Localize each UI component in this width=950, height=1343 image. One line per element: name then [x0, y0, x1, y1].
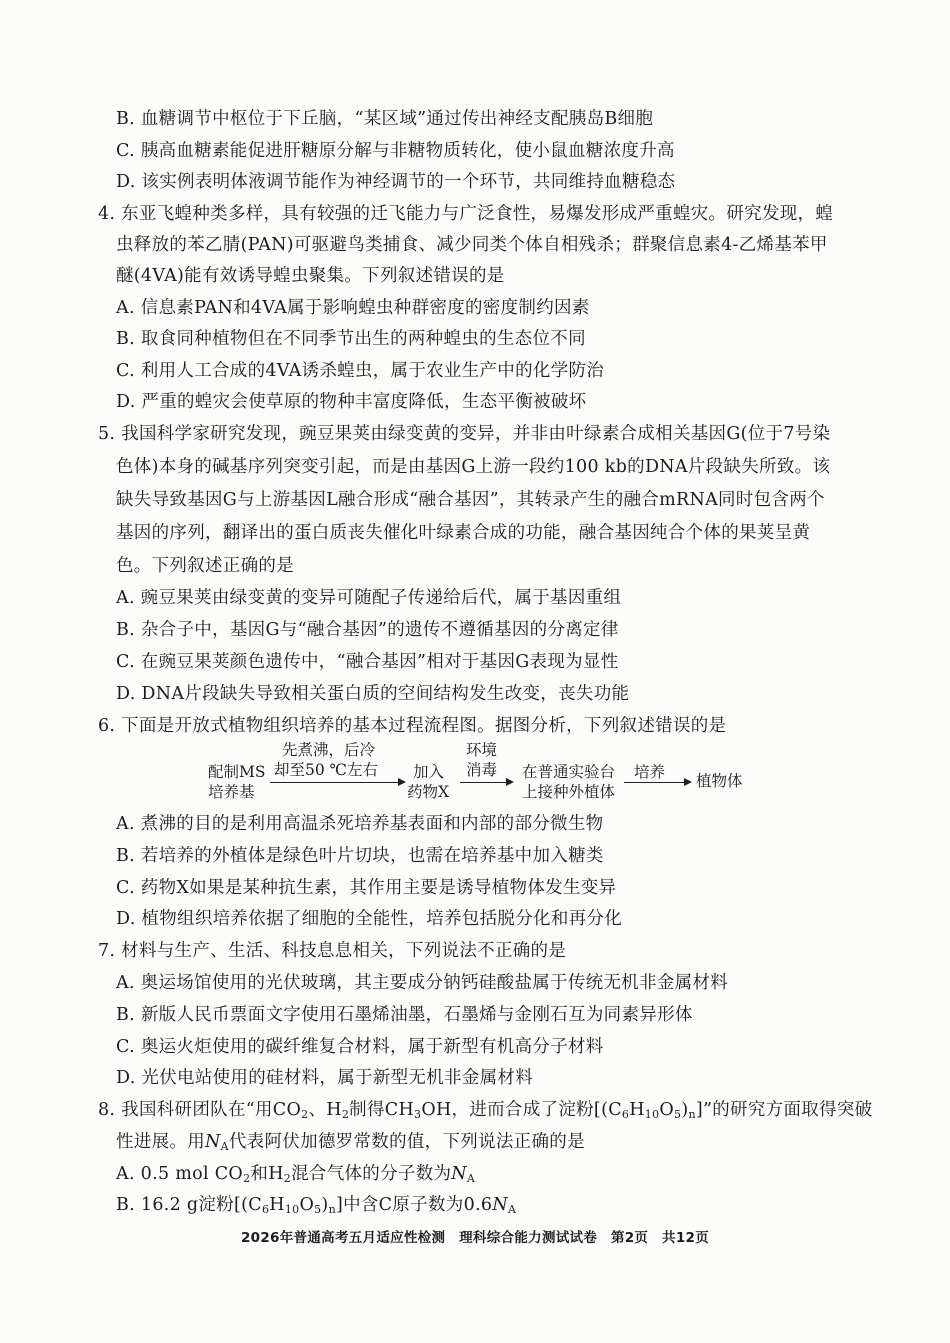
- q8-text: A. 0.5 mol CO: [116, 1164, 244, 1184]
- flow-arrow-3-icon: [624, 782, 690, 783]
- subscript: n: [328, 1203, 336, 1216]
- q8-text: 8. 我国科研团队在“用CO: [98, 1100, 302, 1120]
- subscript: 2: [341, 1108, 350, 1121]
- q5-stem-line-3: 缺失导致基因G与上游基因L融合形成“融合基因”，其转录产生的融合mRNA同时包含两个: [116, 490, 825, 510]
- q8-text: B. 16.2 g淀粉[(C: [116, 1195, 262, 1215]
- q4-option-c: C. 利用人工合成的4VA诱杀蝗虫，属于农业生产中的化学防治: [116, 361, 605, 381]
- flow-arrow-2-label-2: 消毒: [466, 761, 498, 779]
- q7-option-b: B. 新版人民币票面文字使用石墨烯油墨，石墨烯与金刚石互为同素异形体: [116, 1005, 693, 1025]
- q4-stem-line-1: 4. 东亚飞蝗种类多样，具有较强的迁飞能力与广泛食性，易爆发形成严重蝗灾。研究发现，蝗: [98, 204, 834, 224]
- q5-option-c: C. 在豌豆果荚颜色遗传中，“融合基因”相对于基因G表现为显性: [116, 652, 619, 672]
- q4-option-d: D. 严重的蝗灾会使草原的物种丰富度降低，生态平衡被破坏: [116, 392, 587, 412]
- flow-arrow-1-label-2: 却至50 ℃左右: [274, 761, 378, 779]
- q8-text: 混合气体的分子数为: [291, 1164, 452, 1184]
- subscript: 5: [314, 1203, 322, 1216]
- flow-node-3-line-2: 上接种外植体: [522, 783, 616, 801]
- flow-node-2-line-1: 加入: [413, 763, 445, 781]
- subscript: A: [507, 1203, 517, 1216]
- q8-stem-line-2: [116, 1130, 585, 1154]
- q8-text: 代表阿伏加德罗常数的值，下列说法正确的是: [228, 1132, 585, 1152]
- subscript: 10: [644, 1108, 660, 1121]
- q4-option-b: B. 取食同种植物但在不同季节出生的两种蝗虫的生态位不同: [116, 329, 586, 349]
- q8-text: ): [321, 1195, 329, 1215]
- q5-option-a: A. 豌豆果荚由绿变黄的变异可随配子传递给后代，属于基因重组: [116, 588, 622, 608]
- q8-text: ): [681, 1100, 689, 1120]
- q7-option-d: D. 光伏电站使用的硅材料，属于新型无机非金属材料: [116, 1068, 534, 1088]
- q7-stem: 7. 材料与生产、生活、科技息息相关，下列说法不正确的是: [98, 941, 567, 961]
- q5-option-d: D. DNA片段缺失导致相关蛋白质的空间结构发生改变，丧失功能: [116, 684, 630, 704]
- q8-text: O: [659, 1100, 675, 1120]
- q3-option-c: C. 胰高血糖素能促进肝糖原分解与非糖物质转化，使小鼠血糖浓度升高: [116, 141, 675, 161]
- q6-option-c: C. 药物X如果是某种抗生素，其作用主要是诱导植物体发生变异: [116, 878, 617, 898]
- q8-text: ]”的研究方面取得突破: [695, 1100, 873, 1120]
- q8-option-a: [116, 1162, 475, 1186]
- q5-stem-line-5: 色。下列叙述正确的是: [116, 556, 294, 576]
- q8-text: H: [629, 1100, 645, 1120]
- q8-text: ]中含C原子数为0.6: [335, 1195, 493, 1215]
- page-footer: 2026年普通高考五月适应性检测 理科综合能力测试试卷 第2页 共12页: [240, 1230, 710, 1246]
- q6-option-d: D. 植物组织培养依据了细胞的全能性，培养包括脱分化和再分化: [116, 909, 623, 929]
- subscript: 2: [283, 1172, 292, 1185]
- q6-option-a: A. 煮沸的目的是利用高温杀死培养基表面和内部的部分微生物: [116, 814, 604, 834]
- flow-node-4: 植物体: [696, 772, 743, 790]
- q8-text: 、H: [308, 1100, 342, 1120]
- subscript: 2: [243, 1172, 251, 1185]
- q8-text: 和H: [250, 1164, 284, 1184]
- subscript: n: [688, 1108, 696, 1121]
- avogadro-symbol: N: [205, 1132, 221, 1152]
- q8-stem-line-1: [98, 1098, 872, 1122]
- q4-stem-line-3: 醚(4VA)能有效诱导蝗虫聚集。下列叙述错误的是: [116, 266, 505, 286]
- subscript: 10: [284, 1203, 300, 1216]
- q8-text: H: [269, 1195, 285, 1215]
- q5-stem-line-2: 色体)本身的碱基序列突变引起，而是由基因G上游一段约100 kb的DNA片段缺失所致。该: [116, 457, 831, 477]
- flow-arrow-1-icon: [270, 782, 404, 783]
- avogadro-symbol: N: [451, 1164, 467, 1184]
- q8-text: OH，进而合成了淀粉[(C: [421, 1100, 622, 1120]
- q4-option-a: A. 信息素PAN和4VA属于影响蝗虫种群密度的密度制约因素: [116, 298, 590, 318]
- subscript: 6: [621, 1108, 630, 1121]
- subscript: 3: [414, 1108, 422, 1121]
- subscript: 6: [261, 1203, 270, 1216]
- subscript: A: [466, 1172, 476, 1185]
- flow-arrow-2-icon: [460, 782, 512, 783]
- flow-node-3-line-1: 在普通实验台: [522, 763, 616, 781]
- flow-node-2-line-2: 药物X: [407, 783, 450, 801]
- q5-stem-line-4: 基因的序列，翻译出的蛋白质丧失催化叶绿素合成的功能，融合基因纯合个体的果荚呈黄: [116, 523, 811, 543]
- flow-arrow-3-label: 培养: [634, 763, 666, 781]
- flow-node-1-line-1: 配制MS: [208, 763, 266, 781]
- q4-stem-line-2: 虫释放的苯乙腈(PAN)可驱避鸟类捕食、减少同类个体自相残杀；群聚信息素4-乙烯基苯甲: [116, 235, 828, 255]
- flow-arrow-2-label-1: 环境: [466, 741, 498, 759]
- subscript: 5: [674, 1108, 682, 1121]
- subscript: 2: [301, 1108, 309, 1121]
- q6-stem: 6. 下面是开放式植物组织培养的基本过程流程图。据图分析，下列叙述错误的是: [98, 716, 727, 736]
- q7-option-c: C. 奥运火炬使用的碳纤维复合材料，属于新型有机高分子材料: [116, 1037, 604, 1057]
- q5-option-b: B. 杂合子中，基因G与“融合基因”的遗传不遵循基因的分离定律: [116, 620, 619, 640]
- q3-option-d: D. 该实例表明体液调节能作为神经调节的一个环节，共同维持血糖稳态: [116, 172, 676, 192]
- avogadro-symbol: N: [492, 1195, 508, 1215]
- q8-text: 性进展。用: [116, 1132, 205, 1152]
- q8-option-b: [116, 1193, 516, 1217]
- flow-arrow-1-label-1: 先煮沸，后冷: [282, 741, 376, 759]
- flow-node-1-line-2: 培养基: [208, 783, 255, 801]
- q8-text: 制得CH: [349, 1100, 415, 1120]
- q5-stem-line-1: 5. 我国科学家研究发现，豌豆果荚由绿变黄的变异，并非由叶绿素合成相关基因G(位于7号染: [98, 424, 831, 444]
- q3-option-b: B. 血糖调节中枢位于下丘脑，“某区域”通过传出神经支配胰岛B细胞: [116, 109, 654, 129]
- q8-text: O: [299, 1195, 315, 1215]
- subscript: A: [220, 1140, 229, 1153]
- q6-option-b: B. 若培养的外植体是绿色叶片切块，也需在培养基中加入糖类: [116, 846, 604, 866]
- q7-option-a: A. 奥运场馆使用的光伏玻璃，其主要成分钠钙硅酸盐属于传统无机非金属材料: [116, 973, 729, 993]
